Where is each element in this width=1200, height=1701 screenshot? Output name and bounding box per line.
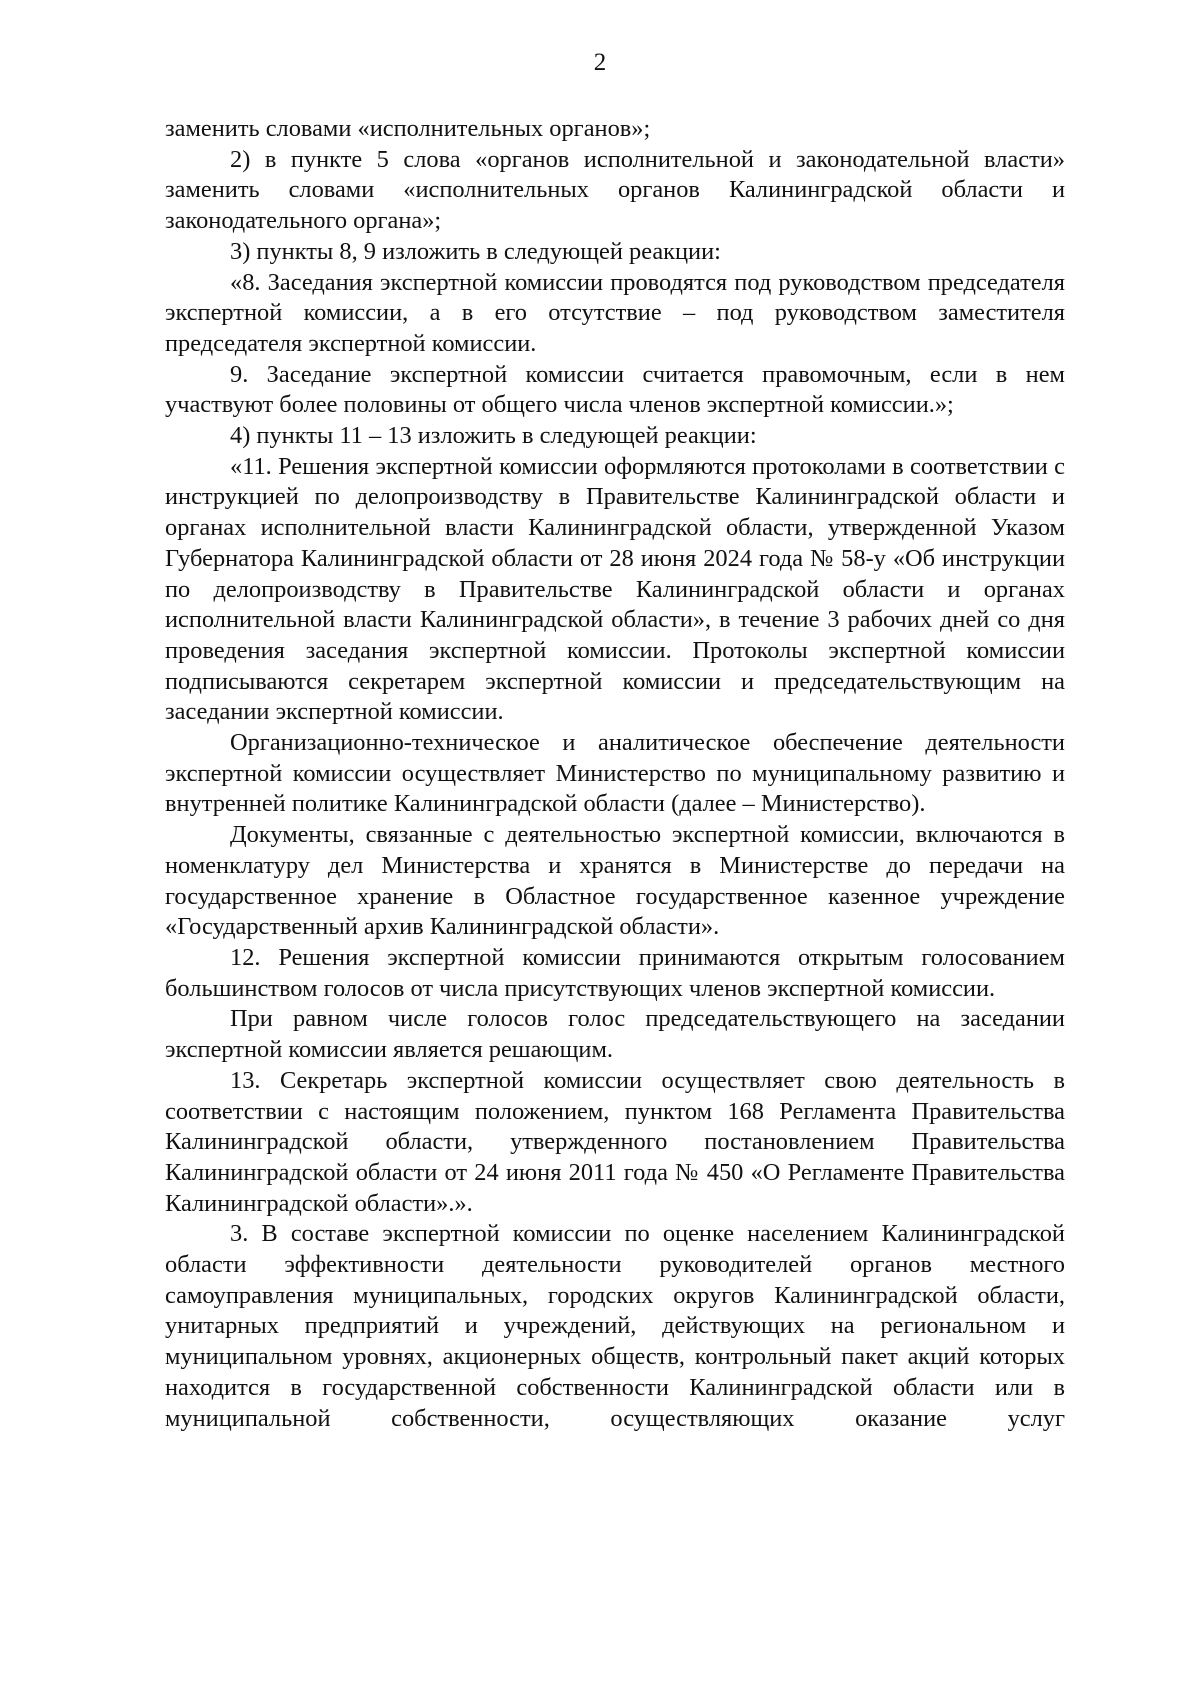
- paragraph-point-11: «11. Решения экспертной комиссии оформляются протоколами в соответствии с инструкцией по делопроизводству в Правительстве Калининградской области и органах исполнительной власти Калининградской области, утвержденной Указом Губернатора Калининградской области от 28 июня 2024 года № 58-у «Об инструкции по делопроизводству в Правительстве Калининградской области и органах исполнительной власти Калининградской области», в течение 3 рабочих дней со дня проведения заседания экспертной комиссии. Протоколы экспертной комиссии подписываются секретарем экспертной комиссии и председательствующим на заседании экспертной комиссии.: [165, 452, 1065, 726]
- paragraph-point-9: 9. Заседание экспертной комиссии считается правомочным, если в нем участвуют более половины от общего числа членов экспертной комиссии.»;: [165, 360, 1065, 419]
- paragraph-item-3: 3) пункты 8, 9 изложить в следующей реакции:: [230, 237, 721, 265]
- paragraph-point-13: 13. Секретарь экспертной комиссии осуществляет свою деятельность в соответствии с настоящим положением, пунктом 168 Регламента Правительства Калининградской области, утвержденного постановлением Правительства Калининградской области от 24 июня 2011 года № 450 «О Регламенте Правительства Калининградской области».».: [165, 1066, 1065, 1217]
- paragraph-documents: Документы, связанные с деятельностью экспертной комиссии, включаются в номенклатуру дел Министерства и хранятся в Министерстве до передачи на государственное хранение в Областное государственное казенное учреждение «Государственный архив Калининградской области».: [165, 821, 1065, 941]
- paragraph-organizational-support: Организационно-техническое и аналитическое обеспечение деятельности экспертной комиссии осуществляет Министерство по муниципальному развитию и внутренней политике Калининградской области (далее – Министерство).: [165, 729, 1065, 818]
- document-body: [165, 114, 1065, 1434]
- paragraph-point-8: «8. Заседания экспертной комиссии проводятся под руководством председателя экспертной комиссии, а в его отсутствие – под руководством заместителя председателя экспертной комиссии.: [165, 268, 1065, 357]
- paragraph-point-12: 12. Решения экспертной комиссии принимаются открытым голосованием большинством голосов от числа присутствующих членов экспертной комиссии.: [165, 943, 1065, 1002]
- paragraph-item-4: 4) пункты 11 – 13 изложить в следующей реакции:: [230, 422, 757, 450]
- paragraph-item-2: 2) в пункте 5 слова «органов исполнительной и законодательной власти» заменить словами «исполнительных органов Калининградской области и законодательного органа»;: [165, 145, 1065, 235]
- paragraph-section-3: 3. В составе экспертной комиссии по оценке населением Калининградской области эффективности деятельности руководителей органов местного самоуправления муниципальных, городских округов Калининградской области, унитарных предприятий и учреждений, действующих на региональном и муниципальном уровнях, акционерных обществ, контрольный пакет акций которых находится в государственной собственности Калининградской области или в муниципальной собственности, осуществляющих оказание услуг: [165, 1220, 1065, 1432]
- paragraph-continuation: заменить словами «исполнительных органов»;: [165, 115, 651, 142]
- page-number: 2: [593, 49, 607, 76]
- paragraph-equal-votes: При равном числе голосов голос председательствующего на заседании экспертной комиссии является решающим.: [165, 1005, 1065, 1064]
